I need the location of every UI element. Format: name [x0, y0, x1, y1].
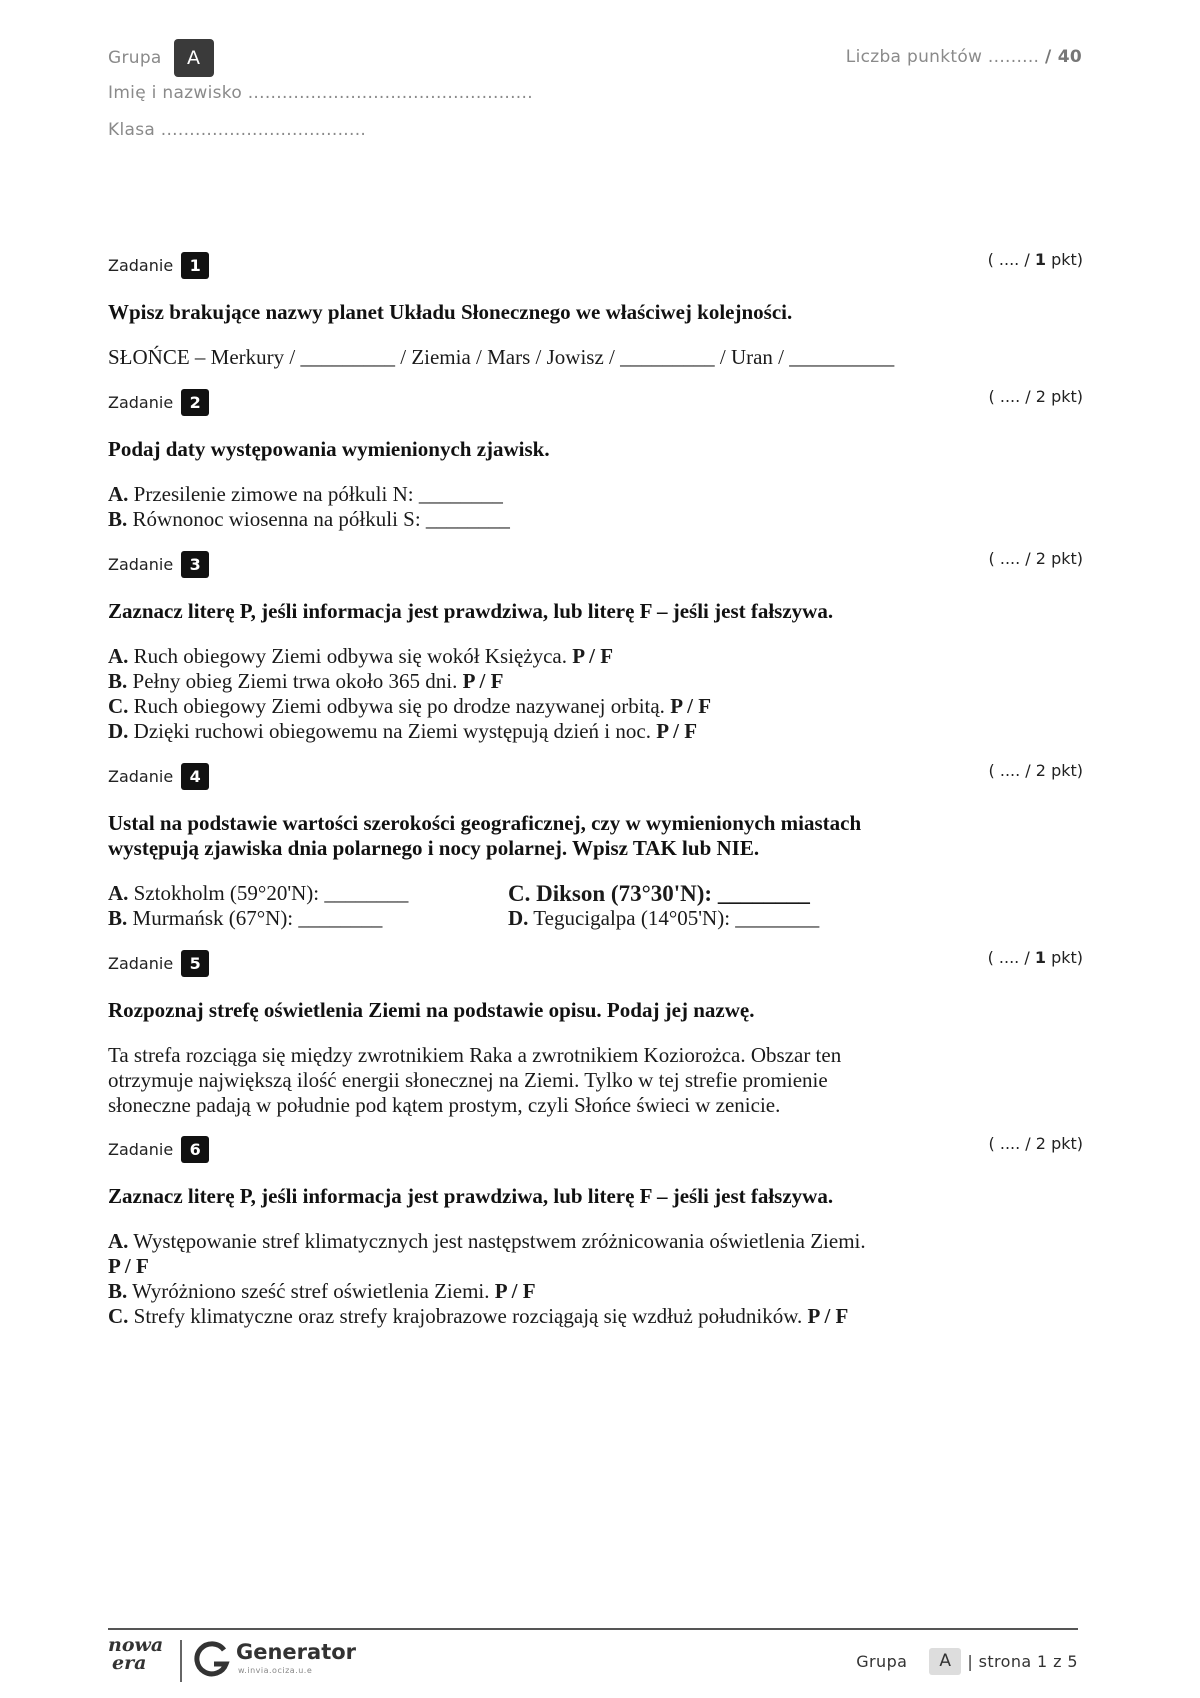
points-suffix: pkt) — [1051, 250, 1083, 269]
item-text: Murmańsk (67°N): ________ — [132, 906, 383, 930]
list-item — [108, 669, 1083, 694]
item-letter: B. — [108, 507, 128, 531]
task-points — [988, 250, 1083, 269]
task-items — [108, 644, 1083, 744]
task-label: Zadanie — [108, 1139, 174, 1159]
points-prefix: ( .... / — [988, 549, 1031, 568]
task-label: Zadanie — [108, 392, 174, 412]
points-prefix: ( .... / — [988, 761, 1031, 780]
list-item — [508, 881, 908, 906]
instruction-line: Ustal na podstawie wartości szerokości geograficznej, czy w wymienionych miastach — [108, 811, 862, 835]
task-2 — [108, 387, 1083, 532]
task-label: Zadanie — [108, 554, 174, 574]
task-instruction: Podaj daty występowania wymienionych zjawisk. — [108, 437, 550, 461]
points-suffix: pkt) — [1051, 1134, 1083, 1153]
footer-divider — [108, 1628, 1078, 1630]
item-text: Sztokholm (59°20'N): ________ — [133, 881, 409, 905]
points-value: 1 — [1034, 948, 1046, 967]
item-text: Wyróżniono sześć stref oświetlenia Ziemi. — [132, 1279, 490, 1303]
list-item — [508, 906, 908, 931]
true-false-choice[interactable]: P / F — [807, 1304, 849, 1328]
points-prefix: ( .... / — [988, 1134, 1031, 1153]
item-letter: A. — [108, 644, 129, 668]
group-badge: A — [174, 39, 214, 77]
true-false-choice[interactable]: P / F — [494, 1279, 536, 1303]
item-letter: A. — [108, 881, 129, 905]
task-5 — [108, 948, 1083, 1118]
item-text: Strefy klimatyczne oraz strefy krajobrazowe rozciągają się wzdłuż południków. — [133, 1304, 803, 1328]
item-letter: C. — [108, 694, 129, 718]
paragraph-line: słoneczne padają w południe pod kątem prostym, czyli Słońce świeci w zenicie. — [108, 1093, 781, 1117]
task-paragraph — [108, 1043, 1083, 1118]
item-text: Ruch obiegowy Ziemi odbywa się po drodze nazywanej orbitą. — [133, 694, 665, 718]
task-points — [989, 549, 1083, 568]
item-letter: C. — [508, 881, 531, 906]
task-header — [108, 250, 1083, 280]
points-suffix: pkt) — [1051, 761, 1083, 780]
points-total — [846, 47, 1082, 67]
points-suffix: pkt) — [1051, 948, 1083, 967]
logo-line: era — [112, 1652, 147, 1674]
task-number: 1 — [181, 252, 209, 279]
footer-group-badge: A — [929, 1648, 961, 1675]
task-items — [108, 1229, 1083, 1329]
task-1 — [108, 250, 1083, 370]
item-text: Dzięki ruchowi obiegowemu na Ziemi występują dzień i noc. — [133, 719, 651, 743]
instruction-line: występują zjawiska dnia polarnego i nocy polarnej. Wpisz TAK lub NIE. — [108, 836, 760, 860]
task-points — [989, 761, 1083, 780]
task-header — [108, 761, 1083, 791]
item-letter: B. — [108, 1279, 128, 1303]
item-letter: A. — [108, 1229, 129, 1253]
task-label: Zadanie — [108, 766, 174, 786]
task-header — [108, 549, 1083, 579]
task-number: 5 — [181, 950, 209, 977]
item-letter: B. — [108, 906, 128, 930]
footer-group-label: Grupa — [856, 1652, 908, 1671]
nowa-era-logo — [108, 1636, 168, 1672]
true-false-choice[interactable]: P / F — [462, 669, 504, 693]
list-item — [108, 482, 1083, 507]
task-4 — [108, 761, 1083, 931]
class-field: Klasa .................................... — [108, 120, 367, 140]
item-text: Pełny obieg Ziemi trwa około 365 dni. — [132, 669, 458, 693]
logo-separator — [180, 1640, 182, 1682]
list-item — [108, 694, 1083, 719]
points-prefix: ( .... / — [988, 387, 1031, 406]
true-false-choice[interactable]: P / F — [108, 1254, 149, 1278]
true-false-choice[interactable]: P / F — [572, 644, 614, 668]
item-text: Równonoc wiosenna na półkuli S: ________ — [132, 507, 510, 531]
item-text: Tegucigalpa (14°05'N): ________ — [533, 906, 820, 930]
list-item — [108, 1279, 1083, 1304]
points-suffix: pkt) — [1051, 387, 1083, 406]
item-letter: A. — [108, 482, 129, 506]
true-false-choice[interactable]: P / F — [656, 719, 698, 743]
task-header — [108, 948, 1083, 978]
task-number: 4 — [181, 763, 209, 790]
item-text: Ruch obiegowy Ziemi odbywa się wokół Księżyca. — [133, 644, 567, 668]
task-3 — [108, 549, 1083, 744]
task-header — [108, 387, 1083, 417]
list-item — [108, 1254, 1083, 1279]
task-points — [988, 948, 1083, 967]
points-prefix: ( .... / — [987, 250, 1030, 269]
list-item — [108, 719, 1083, 744]
list-item — [108, 644, 1083, 669]
item-letter: B. — [108, 669, 128, 693]
points-prefix: ( .... / — [987, 948, 1030, 967]
footer-page-info — [856, 1648, 1078, 1675]
generator-logo-text: Generator — [236, 1640, 357, 1664]
list-item — [108, 507, 1083, 532]
true-false-choice[interactable]: P / F — [670, 694, 712, 718]
paragraph-line: Ta strefa rozciąga się między zwrotnikiem Raka a zwrotnikiem Koziorożca. Obszar ten — [108, 1043, 842, 1067]
task-instruction — [108, 811, 1083, 861]
task-items — [108, 482, 1083, 532]
task-header — [108, 1134, 1083, 1164]
task-number: 2 — [181, 389, 209, 416]
item-letter: D. — [508, 906, 529, 930]
item-text: Przesilenie zimowe na półkuli N: ________ — [133, 482, 503, 506]
list-item — [108, 881, 508, 906]
task-number: 3 — [181, 551, 209, 578]
paragraph-line: otrzymuje największą ilość energii słonecznej na Ziemi. Tylko w tej strefie promienie — [108, 1068, 828, 1092]
task-label: Zadanie — [108, 255, 174, 275]
item-letter: C. — [108, 1304, 129, 1328]
group-label: Grupa — [108, 48, 162, 68]
task-points — [989, 1134, 1083, 1153]
logo-line: nowa — [108, 1634, 164, 1656]
task-6 — [108, 1134, 1083, 1329]
item-letter: D. — [108, 719, 129, 743]
generator-g-icon — [192, 1640, 232, 1680]
list-item — [108, 1304, 1083, 1329]
task-instruction: Zaznacz literę P, jeśli informacja jest prawdziwa, lub literę F – jeśli jest fałszywa. — [108, 599, 834, 623]
task-label: Zadanie — [108, 953, 174, 973]
points-value: 2 — [1035, 761, 1046, 780]
task-points — [989, 387, 1083, 406]
points-value: 2 — [1035, 387, 1046, 406]
points-label: Liczba punktów ......... — [845, 47, 1040, 67]
points-value: 2 — [1035, 549, 1046, 568]
task-instruction: Zaznacz literę P, jeśli informacja jest prawdziwa, lub literę F – jeśli jest fałszywa. — [108, 1184, 834, 1208]
item-text: Dikson (73°30'N): ________ — [536, 881, 810, 906]
points-max: / 40 — [1045, 47, 1082, 67]
page-number: | strona 1 z 5 — [967, 1652, 1078, 1671]
list-item — [108, 906, 508, 931]
points-value: 2 — [1035, 1134, 1046, 1153]
list-item — [108, 1229, 1083, 1254]
task-items — [108, 881, 1083, 931]
task-text: SŁOŃCE – Merkury / _________ / Ziemia / Mars / Jowisz / _________ / Uran / __________ — [108, 345, 895, 369]
task-instruction: Wpisz brakujące nazwy planet Układu Słonecznego we właściwej kolejności. — [108, 300, 793, 324]
points-suffix: pkt) — [1051, 549, 1083, 568]
name-field: Imię i nazwisko .................................................. — [108, 83, 533, 103]
items-column-right — [508, 881, 908, 931]
points-value: 1 — [1034, 250, 1046, 269]
task-instruction: Rozpoznaj strefę oświetlenia Ziemi na podstawie opisu. Podaj jej nazwę. — [108, 998, 755, 1022]
generator-logo-subtitle: w.invia.ociza.u.e — [238, 1666, 313, 1675]
group-field — [108, 38, 214, 78]
items-column-left — [108, 881, 508, 931]
task-number: 6 — [181, 1136, 209, 1163]
item-text: Występowanie stref klimatycznych jest następstwem zróżnicowania oświetlenia Ziemi. — [133, 1229, 866, 1253]
